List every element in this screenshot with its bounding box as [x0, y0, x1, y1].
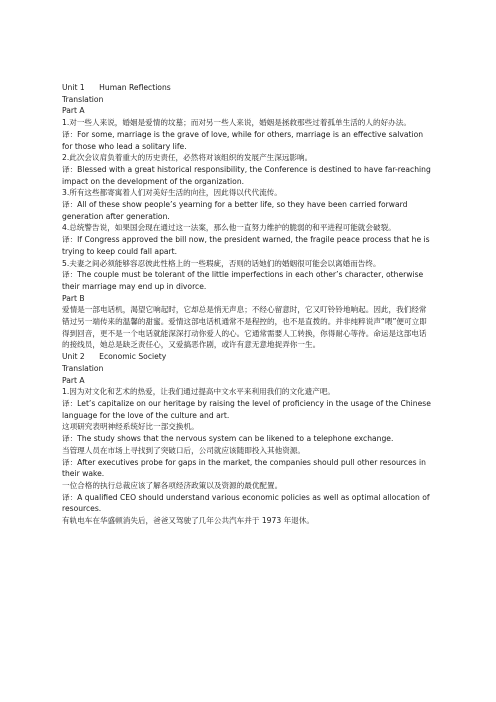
unit1-item-4-translation: 译：If Congress approved the bill now, the president warned, the fragile peace process that he is trying to keep could fall apart.: [62, 235, 430, 256]
unit2-title: Unit 2 Economic Society: [62, 352, 167, 362]
unit2-item-2-chinese: 这项研究表明神经系统好比一部交换机。: [62, 422, 199, 432]
unit1-item-5-chinese: 5.夫妻之间必须能够容忍彼此性格上的一些瑕疵，否则的话她们的婚姻很可能会以离婚而告终。: [62, 258, 381, 268]
unit2-item-5-chinese: 有轨电车在华盛顿消失后，爸爸又驾驶了几年公共汽车并于 1973 年退休。: [62, 516, 314, 526]
unit2-item-3-chinese: 当管理人员在市场上寻找到了突破口后，公司就应该随即投入其他资源。: [62, 445, 305, 455]
unit1-item-1-translation: 译：For some, marriage is the grave of love, while for others, marriage is an effective salvation for those who lead a solitary life.: [62, 129, 424, 151]
unit2-section-label: Translation: [62, 363, 104, 373]
unit1-title: Unit 1 Human Reflections: [62, 83, 171, 92]
document-body: [62, 82, 432, 527]
unit1-item-2-chinese: 2.此次会议肩负着重大的历史责任，必然将对该组织的发展产生深远影响。: [62, 153, 313, 163]
unit2-item-1-translation: 译：Let’s capitalize on our heritage by raising the level of proficiency in the usage of the Chinese language for the love of the culture and art.: [62, 398, 431, 420]
unit1-section-label: Translation: [62, 94, 104, 104]
unit2-item-1-chinese: 1.因为对文化和艺术的热爱，让我们通过提高中文水平来利用我们的文化遗产吧。: [62, 387, 336, 397]
unit1-part-b-label: Part B: [62, 293, 85, 303]
unit1-part-a-label: Part A: [62, 106, 85, 116]
unit1-item-3-chinese: 3.所有这些都寄寓着人们对美好生活的向往，因此得以代代流传。: [62, 188, 282, 198]
unit1-item-2-translation: 译：Blessed with a great historical responsibility, the Conference is destined to have far-reaching impact on the development of the organization.: [62, 164, 431, 186]
unit1-item-3-translation: 译：All of these show people’s yearning for a better life, so they have been carried forward generation after generation.: [62, 200, 408, 221]
unit1-item-5-translation: 译：The couple must be tolerant of the little imperfections in each other’s character, otherwise their marriage may end up in divorce.: [62, 270, 424, 291]
unit1-part-b-passage: 爱情是一部电话机，渴望它响起时，它却总是悄无声息；不经心留意时，它又叮铃铃地响起。因此，我们经常错过另一端传来的温馨的甜蜜。爱情这部电话机通常不是程控的，也不是直拨的。并非纯粹说声“喂”便可立即得到回音，更不是一个电话就能深深打动你爱人的心。它通常需要人工转换，你得耐心等待。命运是这部电话的接线员，她总是缺乏责任心，又爱搞恶作剧，或许有意无意地捉弄你一生。: [62, 305, 427, 350]
unit2-part-a-label: Part A: [62, 375, 85, 385]
unit1-item-4-chinese: 4.总统警告说，如果国会现在通过这一法案，那么他一直努力维护的脆弱的和平进程可能就会破裂。: [62, 223, 396, 233]
unit2-item-3-translation: 译：After executives probe for gaps in the market, the companies should pull other resources in their wake.: [62, 457, 426, 479]
unit1-item-1-chinese: 1.对一些人来说，婚姻是爱情的坟墓；而对另一些人来说，婚姻是拯救那些过着孤单生活的人的好办法。: [62, 118, 411, 128]
unit2-item-2-translation: 译：The study shows that the nervous system can be likened to a telephone exchange.: [62, 434, 394, 444]
unit2-item-4-translation: 译：A qualified CEO should understand various economic policies as well as optimal allocation of resources.: [62, 492, 430, 514]
unit2-item-4-chinese: 一位合格的执行总裁应该了解各项经济政策以及资源的最优配置。: [62, 480, 283, 490]
